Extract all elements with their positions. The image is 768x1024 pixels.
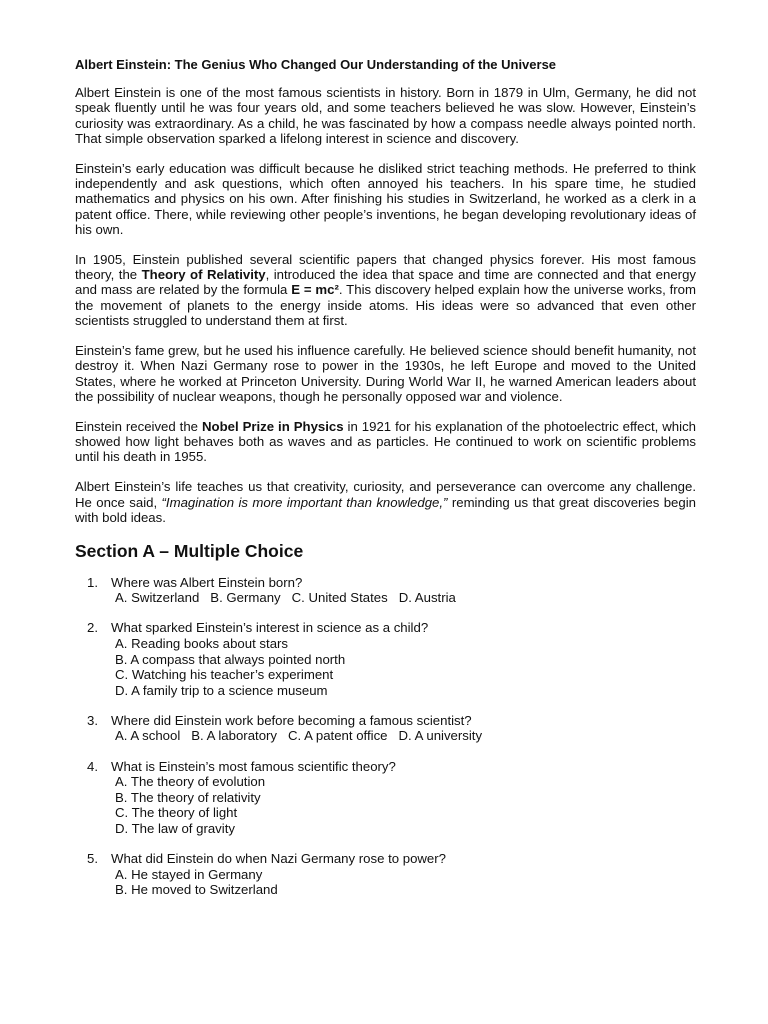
paragraph-text: In 1905, Einstein published several scientific papers that changed physics forever. His most famous theory, the (75, 251, 696, 283)
answer-option: C. A patent office (288, 728, 388, 744)
question-item (75, 575, 696, 606)
question-line (75, 851, 696, 867)
paragraph-text: Albert Einstein is one of the most famous scientists in history. Born in 1879 in Ulm, Germany, he did not speak fluently until he was four years old, and some teachers believed he was slow. However, Einstein’s curiosity was extraordinary. As a child, he was fascinated by how a compass needle always pointed north. That simple observation sparked a lifelong interest in science and discovery. (75, 85, 696, 146)
paragraph (75, 161, 696, 237)
answer-option: A. The theory of evolution (115, 774, 266, 790)
document-page (75, 56, 696, 912)
question-text: What sparked Einstein’s interest in science as a child? (111, 620, 429, 636)
paragraph-text: . This discovery helped explain how the universe works, from the movement of planets to the energy inside atoms. His ideas were so advanced that even other scientists struggled to understand them at first. (75, 282, 696, 329)
answer-option: D. The law of gravity (115, 820, 235, 836)
paragraph-text: Einstein received the (75, 418, 202, 434)
question-number: 4. (87, 758, 98, 774)
paragraph (75, 85, 696, 146)
question-text: What is Einstein’s most famous scientific theory? (111, 758, 396, 774)
answer-option: C. Watching his teacher’s experiment (115, 667, 334, 683)
bold-text: Theory of Relativity (141, 267, 266, 283)
paragraph-text: in 1921 for his explanation of the photoelectric effect, which showed how light behaves both as waves and as particles. He continued to work on scientific problems until his death in 1955. (75, 418, 696, 465)
question-item (75, 759, 696, 837)
answer-option: C. The theory of light (115, 805, 238, 821)
answer-option: B. A compass that always pointed north (115, 651, 346, 667)
answer-option: A. He stayed in Germany (115, 866, 263, 882)
question-item (75, 713, 696, 744)
paragraph (75, 479, 696, 525)
paragraph (75, 252, 696, 328)
answer-options-row (75, 590, 696, 606)
paragraph (75, 419, 696, 465)
question-line (75, 620, 696, 636)
question-number: 3. (87, 712, 98, 728)
bold-text: E = mc² (291, 282, 339, 298)
answer-option: C. United States (291, 590, 388, 606)
answer-option: B. A laboratory (191, 728, 278, 744)
question-text: Where did Einstein work before becoming a famous scientist? (111, 712, 472, 728)
answer-option: B. Germany (210, 590, 281, 606)
document-title: Albert Einstein: The Genius Who Changed Our Understanding of the Universe (75, 57, 557, 72)
question-line (75, 713, 696, 729)
question-text: Where was Albert Einstein born? (111, 574, 303, 590)
question-number: 5. (87, 851, 98, 866)
answer-options-row (75, 728, 696, 744)
question-number: 2. (87, 620, 98, 636)
paragraph-text: Einstein’s early education was difficult because he disliked strict teaching methods. He preferred to think independently and ask questions, which often annoyed his teachers. In his spare time, he studied mathematics and physics on his own. After finishing his studies in Switzerland, he worked as a clerk in a patent office. There, while reviewing other people’s inventions, he began developing revolutionary ideas of his own. (75, 160, 696, 237)
answer-option: D. Austria (398, 590, 456, 606)
question-line (75, 575, 696, 591)
question-item (75, 851, 696, 898)
paragraph-text: reminding us that great discoveries begin with bold ideas. (75, 494, 696, 525)
paragraph-text: , introduced the idea that space and time are connected and that energy and mass are related by the formula (75, 267, 697, 298)
answer-option: A. Switzerland (115, 590, 200, 606)
question-item (75, 620, 696, 698)
answer-option: D. A family trip to a science museum (115, 682, 328, 698)
question-list (75, 575, 696, 898)
bold-text: Nobel Prize in Physics (201, 418, 344, 434)
question-line (75, 759, 696, 775)
question-text: What did Einstein do when Nazi Germany rose to power? (111, 851, 446, 866)
question-number: 1. (87, 574, 98, 590)
section-a-title: Section A – Multiple Choice (75, 540, 304, 561)
answer-option: A. A school (115, 728, 181, 744)
paragraph (75, 343, 696, 404)
article-body (75, 85, 696, 525)
answer-option: D. A university (398, 728, 483, 744)
paragraph-text: Einstein’s fame grew, but he used his influence carefully. He believed science should benefit humanity, not destroy it. When Nazi Germany rose to power in the 1930s, he left Europe and moved to the United States, where he worked at Princeton University. During World War II, he warned American leaders about the possibility of nuclear weapons, though he personally opposed war and violence. (75, 342, 696, 404)
answer-option: A. Reading books about stars (115, 635, 289, 651)
answer-option: B. He moved to Switzerland (115, 882, 278, 898)
paragraph-text: Albert Einstein’s life teaches us that creativity, curiosity, and perseverance can overcome any challenge. He once said, (75, 479, 696, 510)
italic-quote: “Imagination is more important than knowledge,” (161, 494, 448, 510)
answer-option: B. The theory of relativity (115, 789, 261, 805)
